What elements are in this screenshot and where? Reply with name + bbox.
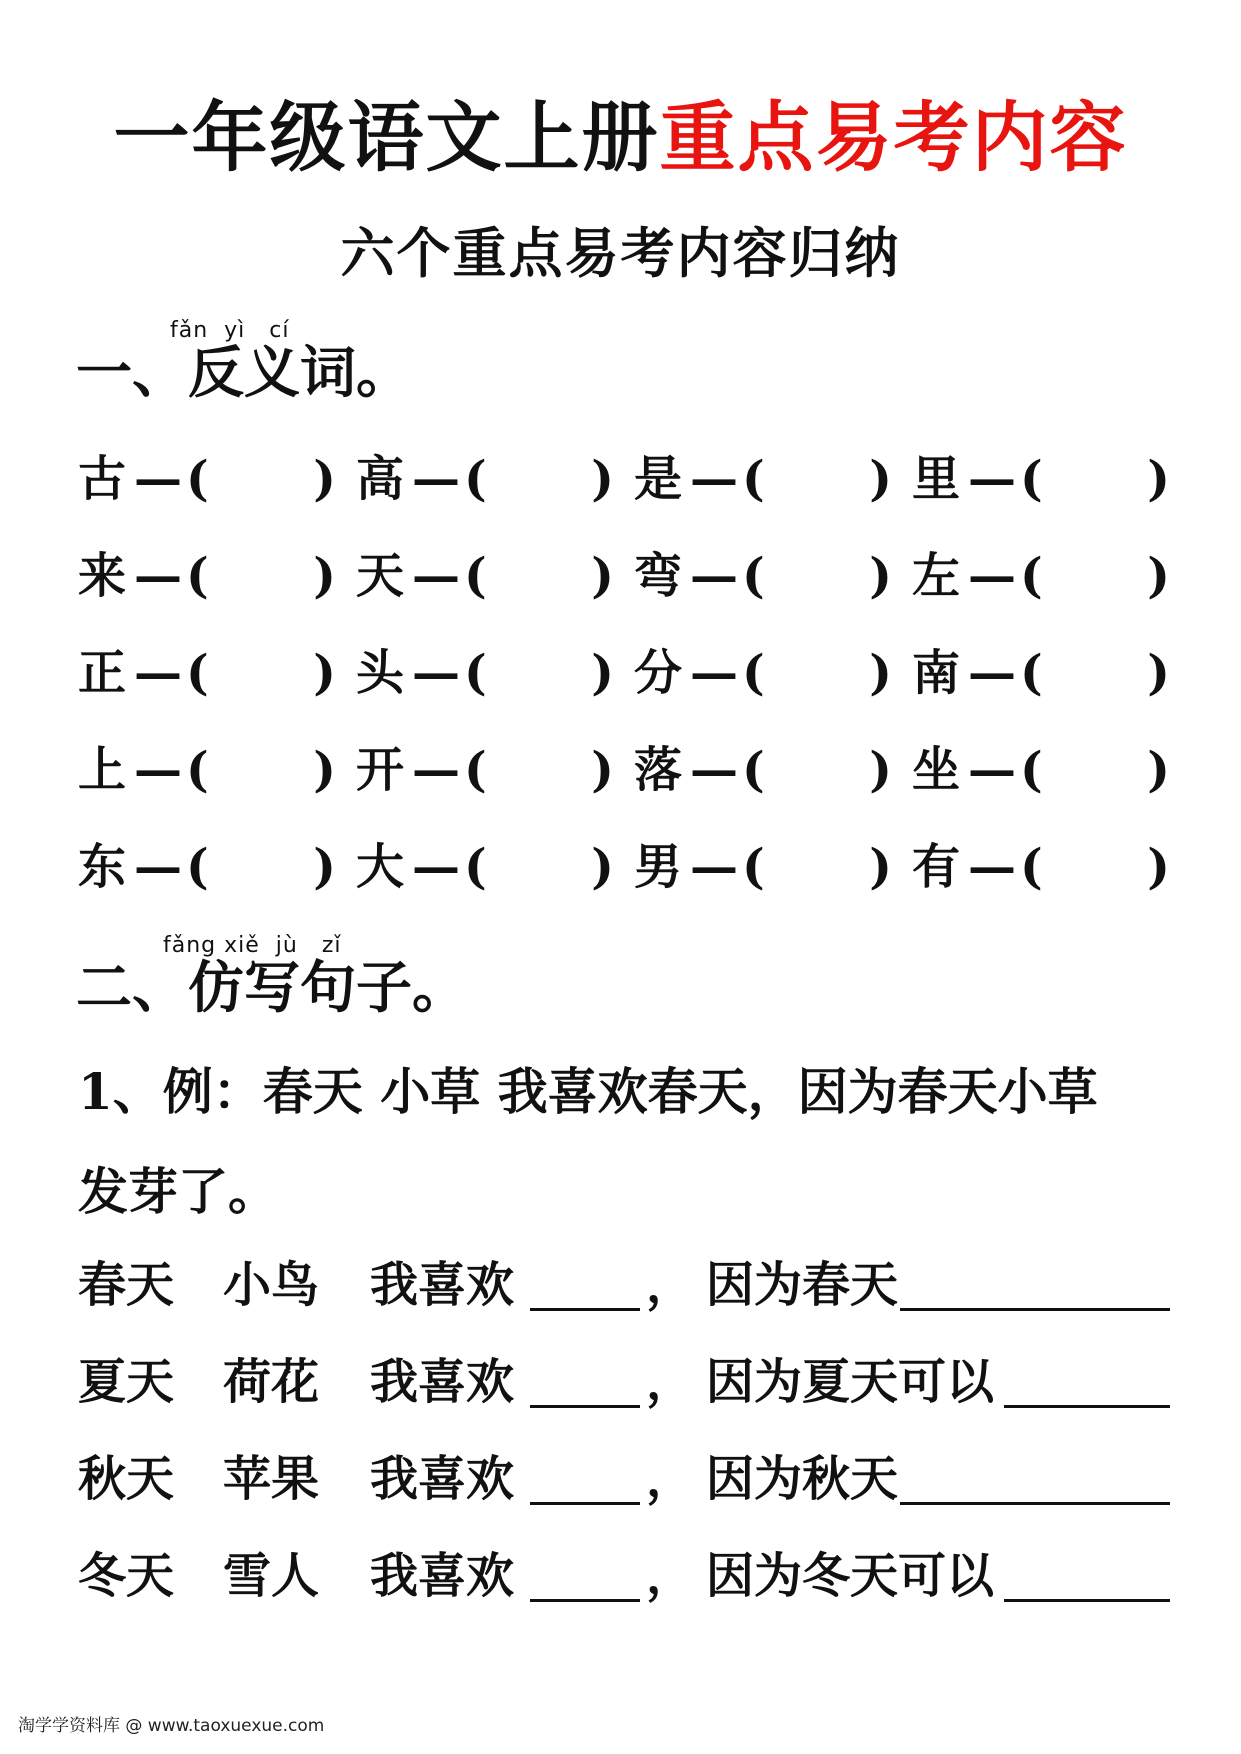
paren-close: ) (591, 742, 614, 798)
answer-blank[interactable] (488, 748, 590, 800)
antonym-row (78, 638, 1178, 735)
antonym-dash: — (134, 742, 182, 798)
answer-blank[interactable] (488, 845, 590, 897)
answer-blank[interactable] (766, 457, 868, 509)
antonym-dash: — (968, 548, 1016, 604)
section2-pinyin: fǎng xiě jù zǐ (163, 933, 342, 958)
antonym-dash: — (690, 451, 738, 507)
answer-blank[interactable] (766, 651, 868, 703)
paren-open: ( (186, 742, 209, 798)
antonym-char: 大 (356, 839, 405, 895)
antonym-item (912, 735, 1170, 805)
antonym-item (78, 444, 336, 514)
antonym-item (78, 832, 336, 902)
page-title (0, 92, 1241, 184)
antonym-dash: — (134, 548, 182, 604)
paren-close: ) (869, 548, 892, 604)
answer-blank[interactable] (488, 457, 590, 509)
paren-open: ( (464, 839, 487, 895)
paren-open: ( (464, 742, 487, 798)
antonym-dash: — (412, 548, 460, 604)
antonym-dash: — (412, 451, 460, 507)
paren-close: ) (1147, 742, 1170, 798)
antonym-dash: — (690, 645, 738, 701)
answer-line[interactable] (900, 1308, 1170, 1311)
antonym-char: 落 (634, 742, 683, 798)
paren-close: ) (313, 548, 336, 604)
antonym-dash: — (968, 451, 1016, 507)
antonym-item (634, 735, 892, 805)
section1-pinyin: fǎn yì cí (170, 318, 290, 343)
antonym-dash: — (134, 645, 182, 701)
antonym-char: 开 (356, 742, 405, 798)
antonym-row (78, 832, 1178, 929)
season-word: 夏天 (78, 1354, 175, 1410)
antonym-dash: — (968, 839, 1016, 895)
answer-blank[interactable] (488, 554, 590, 606)
antonym-item (912, 444, 1170, 514)
antonym-item (356, 541, 614, 611)
answer-blank[interactable] (766, 845, 868, 897)
paren-open: ( (464, 451, 487, 507)
paren-open: ( (1020, 548, 1043, 604)
antonym-dash: — (412, 645, 460, 701)
paren-open: ( (464, 548, 487, 604)
antonym-dash: — (968, 645, 1016, 701)
antonym-char: 弯 (634, 548, 683, 604)
antonym-dash: — (134, 451, 182, 507)
paren-open: ( (742, 451, 765, 507)
antonym-row (78, 444, 1178, 541)
paren-close: ) (591, 839, 614, 895)
antonym-dash: — (690, 839, 738, 895)
antonym-char: 南 (912, 645, 961, 701)
antonym-item (634, 638, 892, 708)
antonym-item (356, 638, 614, 708)
antonym-char: 古 (78, 451, 127, 507)
section2-heading: 二、仿写句子。 (76, 955, 468, 1021)
paren-close: ) (591, 451, 614, 507)
antonym-item (634, 832, 892, 902)
title-black-part: 一年级语文上册 (113, 93, 660, 182)
title-red-part: 重点易考内容 (659, 93, 1128, 182)
paren-open: ( (742, 839, 765, 895)
antonym-char: 是 (634, 451, 683, 507)
answer-blank[interactable] (210, 845, 312, 897)
reason-text: 因为春天 (706, 1257, 899, 1313)
practice-row (78, 1347, 1198, 1444)
example-line-1: 1、例：春天 小草 我喜欢春天，因为春天小草 (78, 1062, 1098, 1121)
answer-blank[interactable] (1044, 457, 1146, 509)
antonym-item (912, 832, 1170, 902)
antonym-dash: — (134, 839, 182, 895)
answer-line[interactable] (1004, 1599, 1170, 1602)
paren-open: ( (1020, 451, 1043, 507)
object-word: 苹果 (223, 1451, 320, 1507)
paren-open: ( (464, 645, 487, 701)
paren-close: ) (1147, 451, 1170, 507)
antonym-dash: — (412, 742, 460, 798)
practice-row (78, 1444, 1198, 1541)
answer-blank[interactable] (488, 651, 590, 703)
answer-blank[interactable] (210, 748, 312, 800)
paren-open: ( (742, 742, 765, 798)
comma: ， (646, 1451, 695, 1507)
antonym-char: 高 (356, 451, 405, 507)
antonym-dash: — (690, 742, 738, 798)
antonym-item (912, 638, 1170, 708)
answer-blank[interactable] (766, 748, 868, 800)
comma: ， (646, 1354, 695, 1410)
antonym-char: 男 (634, 839, 683, 895)
page-subtitle: 六个重点易考内容归纳 (340, 221, 901, 285)
answer-line[interactable] (530, 1599, 640, 1602)
answer-line[interactable] (530, 1308, 640, 1311)
antonym-char: 左 (912, 548, 961, 604)
antonym-dash: — (968, 742, 1016, 798)
reason-text: 因为夏天可以 (706, 1354, 995, 1410)
answer-line[interactable] (530, 1502, 640, 1505)
antonym-item (78, 638, 336, 708)
paren-close: ) (313, 839, 336, 895)
reason-text: 因为秋天 (706, 1451, 899, 1507)
answer-blank[interactable] (766, 554, 868, 606)
prompt-text: 我喜欢 (370, 1451, 515, 1507)
antonym-item (356, 735, 614, 805)
practice-row (78, 1541, 1198, 1638)
antonym-dash: — (412, 839, 460, 895)
antonym-char: 来 (78, 548, 127, 604)
answer-blank[interactable] (210, 457, 312, 509)
paren-close: ) (591, 548, 614, 604)
paren-close: ) (1147, 548, 1170, 604)
answer-line[interactable] (1004, 1405, 1170, 1408)
answer-blank[interactable] (210, 651, 312, 703)
paren-close: ) (313, 645, 336, 701)
antonym-char: 天 (356, 548, 405, 604)
answer-line[interactable] (900, 1502, 1170, 1505)
paren-open: ( (186, 645, 209, 701)
antonym-item (634, 541, 892, 611)
antonym-char: 正 (78, 645, 127, 701)
paren-open: ( (186, 839, 209, 895)
answer-blank[interactable] (1044, 651, 1146, 703)
example-line-2: 发芽了。 (78, 1162, 278, 1221)
footer-watermark: 淘学学资料库 @ www.taoxuexue.com (18, 1716, 325, 1736)
antonym-char: 上 (78, 742, 127, 798)
paren-open: ( (1020, 645, 1043, 701)
antonym-item (356, 444, 614, 514)
antonym-item (356, 832, 614, 902)
reason-text: 因为冬天可以 (706, 1548, 995, 1604)
paren-close: ) (869, 451, 892, 507)
practice-rows (78, 1250, 1198, 1638)
comma: ， (646, 1257, 695, 1313)
antonym-row (78, 735, 1178, 832)
antonym-char: 坐 (912, 742, 961, 798)
answer-blank[interactable] (1044, 845, 1146, 897)
antonym-dash: — (690, 548, 738, 604)
paren-close: ) (869, 645, 892, 701)
antonym-char: 头 (356, 645, 405, 701)
paren-close: ) (591, 645, 614, 701)
prompt-text: 我喜欢 (370, 1548, 515, 1604)
season-word: 秋天 (78, 1451, 175, 1507)
paren-open: ( (186, 548, 209, 604)
object-word: 荷花 (223, 1354, 320, 1410)
antonym-item (912, 541, 1170, 611)
paren-close: ) (313, 742, 336, 798)
object-word: 雪人 (223, 1548, 320, 1604)
season-word: 春天 (78, 1257, 175, 1313)
section1-heading: 一、反义词。 (76, 340, 412, 406)
answer-blank[interactable] (1044, 554, 1146, 606)
antonym-char: 有 (912, 839, 961, 895)
paren-close: ) (313, 451, 336, 507)
prompt-text: 我喜欢 (370, 1354, 515, 1410)
answer-blank[interactable] (1044, 748, 1146, 800)
paren-close: ) (869, 742, 892, 798)
paren-open: ( (1020, 742, 1043, 798)
paren-open: ( (742, 548, 765, 604)
paren-close: ) (1147, 839, 1170, 895)
antonym-item (78, 541, 336, 611)
season-word: 冬天 (78, 1548, 175, 1604)
paren-open: ( (1020, 839, 1043, 895)
paren-close: ) (869, 839, 892, 895)
answer-blank[interactable] (210, 554, 312, 606)
prompt-text: 我喜欢 (370, 1257, 515, 1313)
answer-line[interactable] (530, 1405, 640, 1408)
antonym-char: 东 (78, 839, 127, 895)
paren-close: ) (1147, 645, 1170, 701)
comma: ， (646, 1548, 695, 1604)
antonym-char: 里 (912, 451, 961, 507)
paren-open: ( (742, 645, 765, 701)
practice-row (78, 1250, 1198, 1347)
object-word: 小鸟 (223, 1257, 320, 1313)
antonym-row (78, 541, 1178, 638)
antonym-char: 分 (634, 645, 683, 701)
antonym-item (634, 444, 892, 514)
paren-open: ( (186, 451, 209, 507)
antonym-item (78, 735, 336, 805)
antonym-grid (78, 444, 1178, 929)
